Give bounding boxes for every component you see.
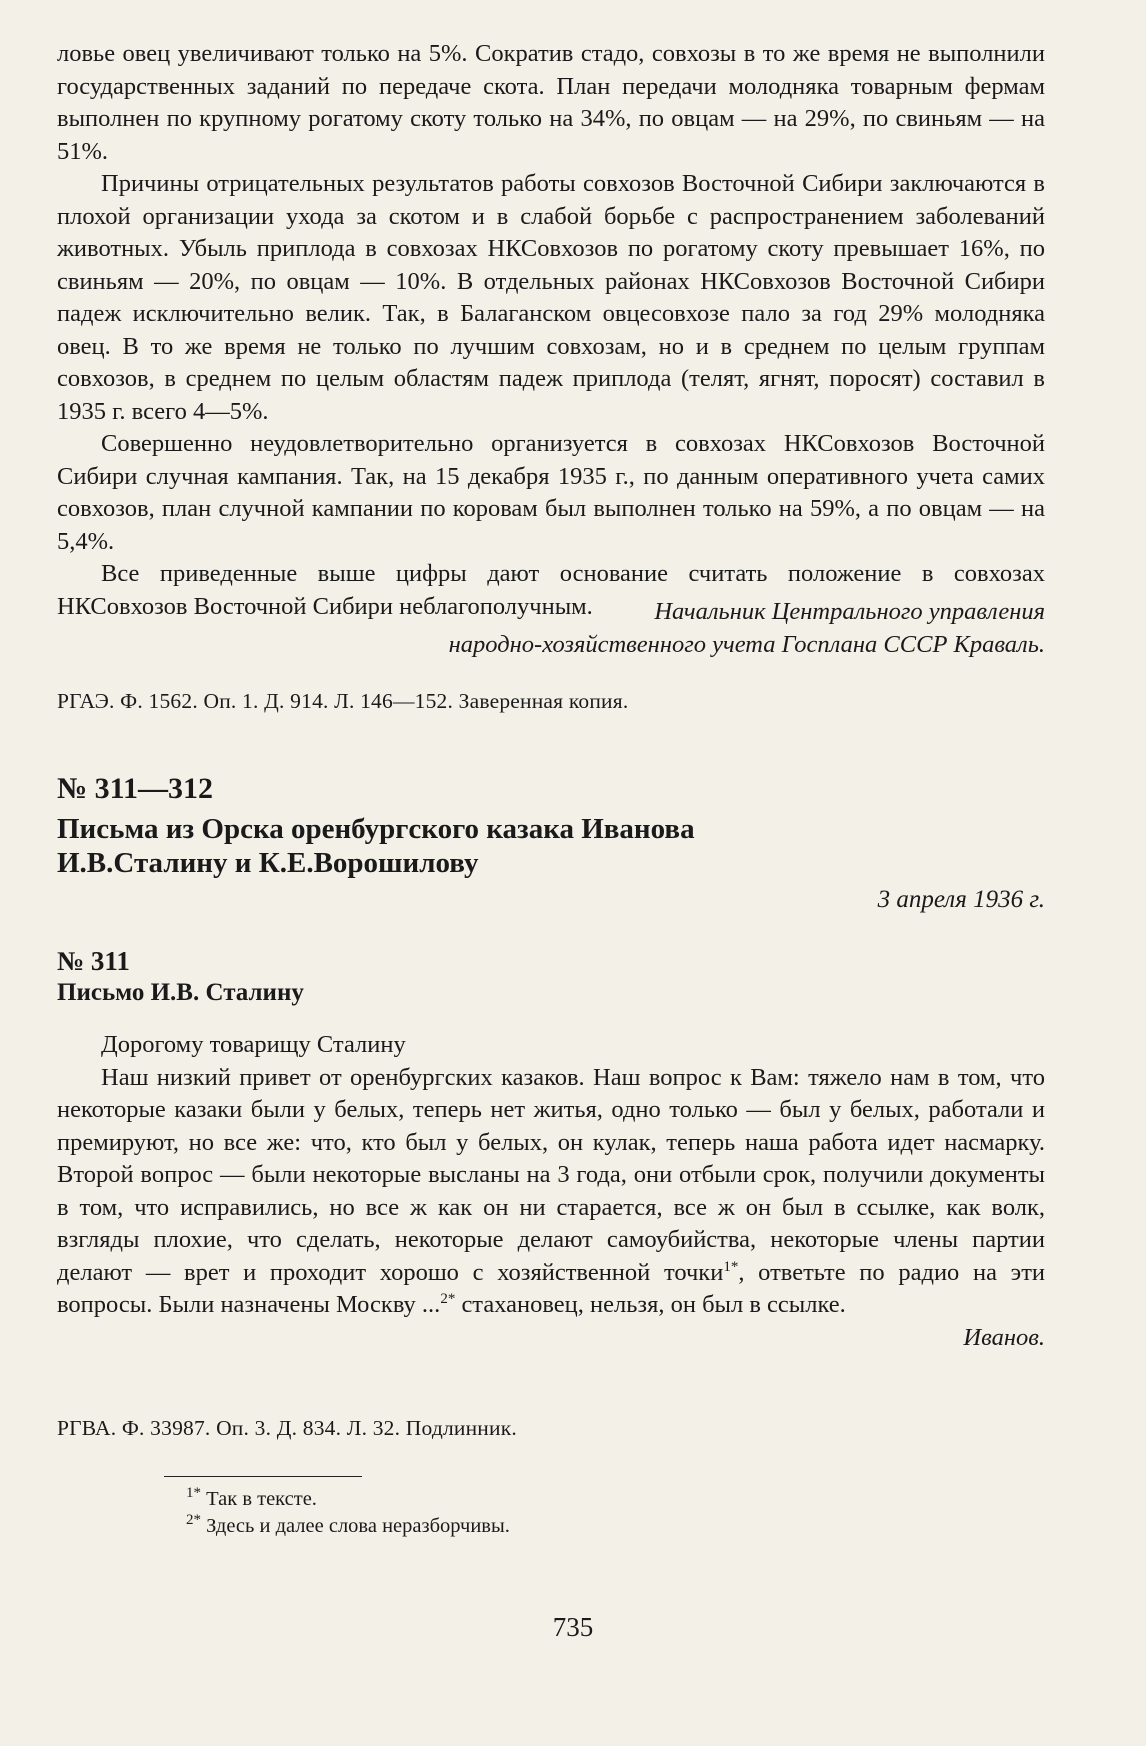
archive-source-letter [57, 1414, 1045, 1442]
top-section [57, 38, 1045, 623]
archive-reference: РГАЭ. Ф. 1562. Оп. 1. Д. 914. Л. 146—152. Заверенная копия. [57, 689, 629, 713]
footnote-marker-1: 1* [723, 1258, 739, 1275]
footnote-2-text: Здесь и далее слова неразборчивы. [206, 1515, 510, 1537]
letter-title: Письмо И.В. Сталину [57, 979, 304, 1006]
footnote-1 [186, 1486, 317, 1512]
footnote-2 [186, 1513, 510, 1539]
footnote-1-marker: 1* [186, 1485, 201, 1502]
document-heading [57, 772, 1045, 806]
paragraph-breeding-campaign: Совершенно неудовлетворительно организуется в совхозах НКСовхозов Восточной Сибири случная кампания. Так, на 15 декабря 1935 г., по данным оперативного учета самих совхозов, план случной кампании по коровам был выполнен только на 59%, а по овцам — на 5,4%. [57, 430, 1045, 555]
document-date: 3 апреля 1936 г. [877, 886, 1045, 913]
letter-text [57, 1062, 1045, 1322]
letter-text-part-3: стахановец, нельзя, он был в ссылке. [455, 1291, 846, 1318]
footnote-marker-2: 2* [440, 1290, 456, 1307]
archive-reference-letter: РГВА. Ф. 33987. Оп. 3. Д. 834. Л. 32. Подлинник. [57, 1416, 517, 1440]
signature-line-2: народно-хозяйственного учета Госплана СССР Краваль. [448, 630, 1045, 658]
paragraph-causes: Причины отрицательных результатов работы совхозов Восточной Сибири заключаются в плохой организации ухода за скотом и в слабой борьбе с распространением заболеваний животных. Убыль приплода в совхозах НКСовхозов по рогатому скоту превышает 16%, по свиньям — 20%, по овцам — 10%. В отдельных районах НКСовхозов Восточной Сибири падеж исключительно велик. Так, в Балаганском овцесовхозе пало за год 29% молодняка овец. В то же время не только по лучшим совхозам, но и в среднем по целым группам совхозов, в среднем по целым областям падеж приплода (телят, ягнят, поросят) составил в 1935 г. всего 4—5%. [57, 170, 1045, 425]
document-title-line-2: И.В.Сталину и К.Е.Ворошилову [57, 847, 479, 879]
footnote-divider [164, 1476, 362, 1477]
document-date-row [57, 884, 1045, 916]
paragraph-continuation: ловье овец увеличивают только на 5%. Сократив стадо, совхозы в то же время не выполнили государственных заданий по передаче скота. План передачи молодняка товарным фермам выполнен по крупному рогатому скоту только на 34%, по овцам — на 29%, по свиньям — на 51%. [57, 40, 1045, 165]
document-number: № 311—312 [57, 772, 213, 805]
footnote-2-marker: 2* [186, 1512, 201, 1529]
letter-body [57, 1029, 1045, 1354]
archive-source-top [57, 687, 1045, 715]
footnote-1-text: Так в тексте. [206, 1488, 317, 1510]
letter-signature: Иванов. [963, 1323, 1045, 1351]
signature-line-1: Начальник Центрального управления [654, 598, 1045, 625]
letter-number: № 311 [57, 946, 130, 976]
paragraph-conclusion: Все приведенные выше цифры дают основание считать положение в совхозах НКСовхозов Восточной Сибири неблагополучным. [57, 560, 1045, 620]
letter-heading [57, 945, 1045, 1008]
document-title-line-1: Письма из Орска оренбургского казака Иванова [57, 813, 695, 845]
letter-text-part-2: , ответьте по радио на эти вопросы. Были назначены Москву ... [57, 1258, 1046, 1318]
signature-block-kraval [57, 596, 1045, 661]
letter-text-part-1: Наш низкий привет от оренбургских казаков. Наш вопрос к Вам: тяжело нам в том, что некоторые казаки были у белых, теперь нет житья, одно только — был у белых, работали и премируют, но все же: что, кто был у белых, он кулак, теперь наша работа идет насмарку. Второй вопрос — были некоторые высланы на 3 года, они отбыли срок, получили документы в том, что исправились, но все ж как он ни старается, все ж он был в ссылке, как волк, взгляды плохие, что сделать, некоторые делают самоубийства, некоторые члены партии делают — врет и проходит хорошо с хозяйственной точки [57, 1063, 1045, 1286]
page-number: 735 [552, 1612, 594, 1642]
letter-greeting: Дорогому товарищу Сталину [101, 1031, 406, 1058]
document-title [57, 812, 1045, 880]
